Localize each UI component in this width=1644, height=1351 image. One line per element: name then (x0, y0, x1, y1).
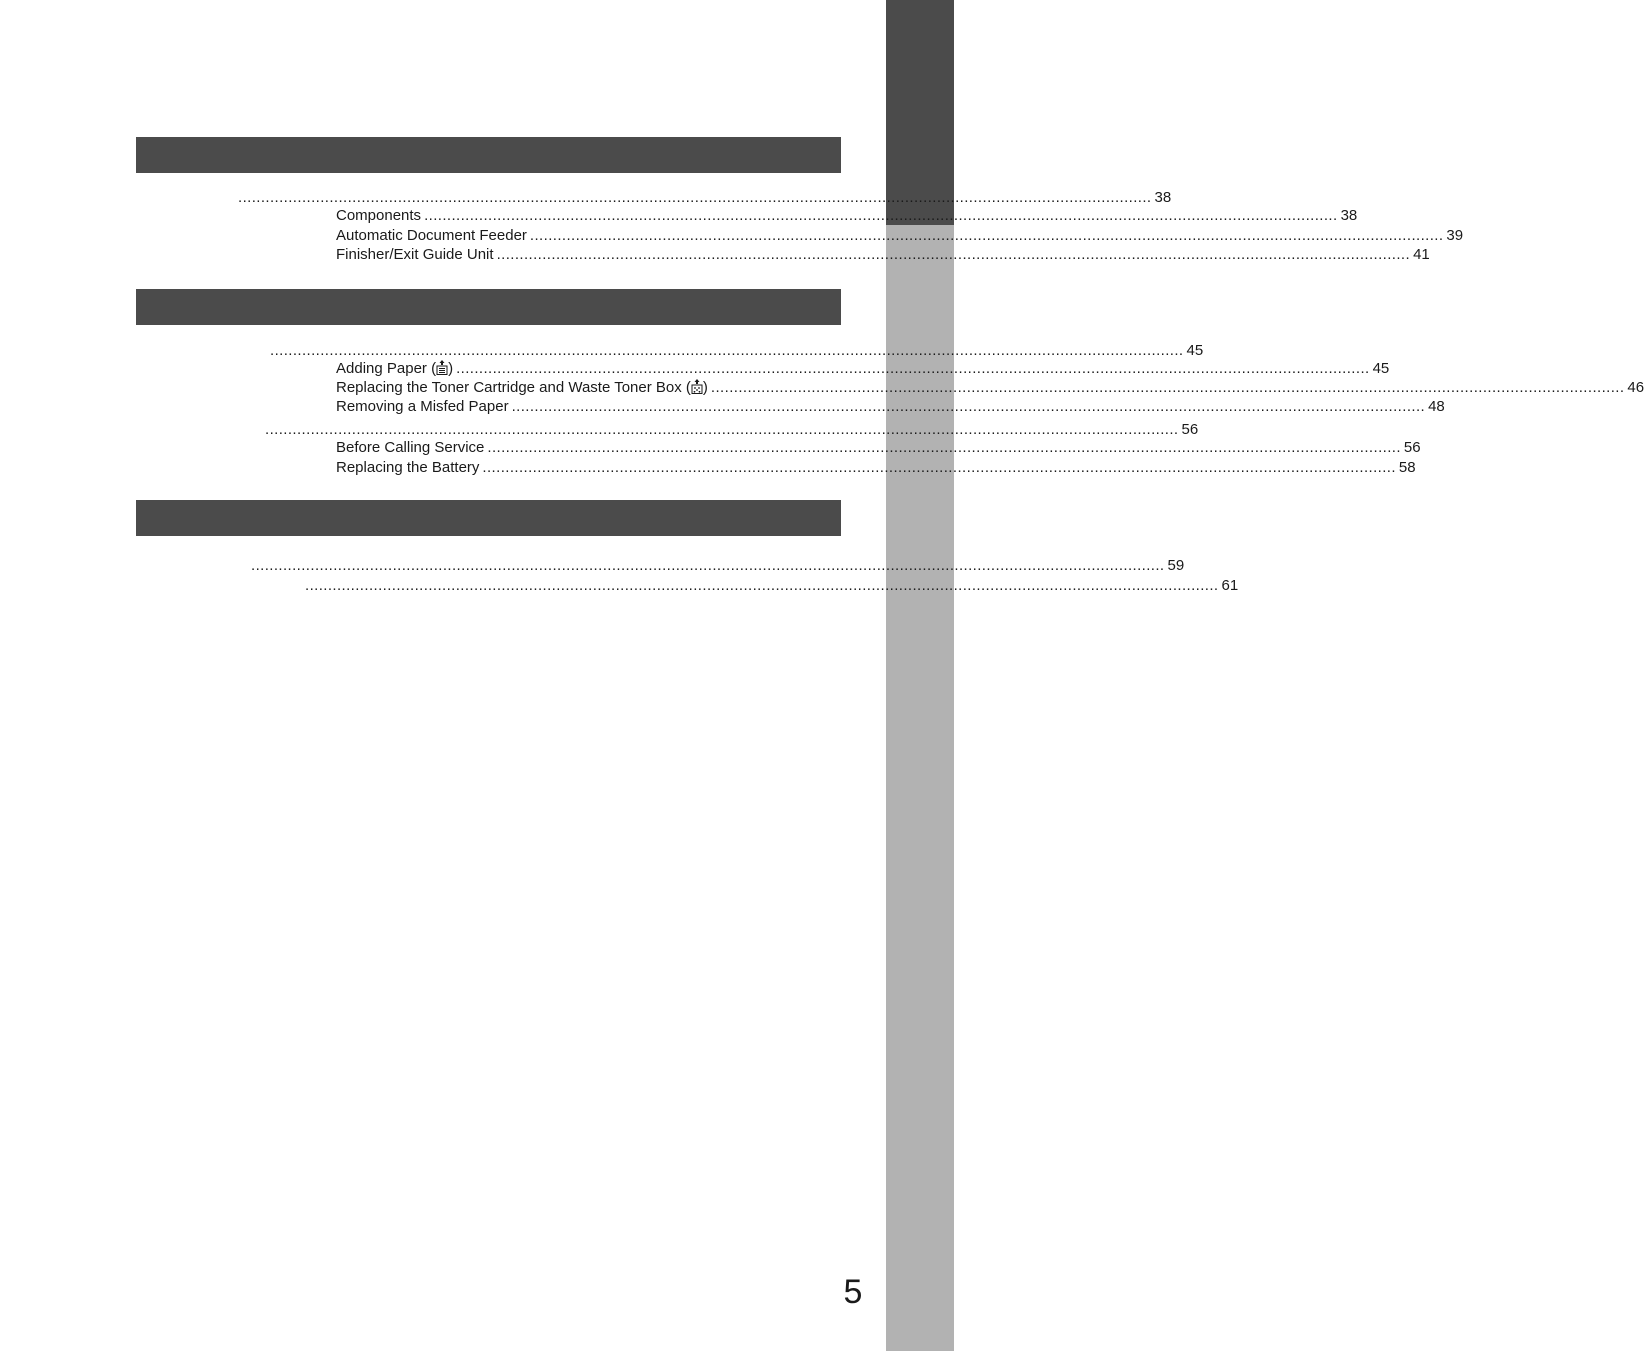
toc-page-number: 39 (1446, 227, 1464, 244)
add-paper-icon (436, 360, 448, 375)
toc-entry-label: Replacing the Battery (336, 459, 480, 476)
toc-page-number: 38 (1340, 207, 1358, 224)
toc-entry-chapter[interactable] (262, 420, 1199, 439)
toc-entry-chapter[interactable] (235, 188, 1172, 207)
toc-leader-dots: ........................................................................................................................................................................................................ (251, 557, 1165, 574)
toc-entry-adding-paper[interactable] (336, 359, 1390, 378)
toc-entry-finisher-exit-guide-unit[interactable] (336, 245, 1430, 264)
toc-entry-label: Automatic Document Feeder (336, 227, 527, 244)
toc-page-number: 41 (1413, 246, 1430, 263)
toc-page-number: 38 (1154, 189, 1172, 206)
toc-leader-dots: ........................................................................................................................................................................................................ (710, 379, 1625, 396)
toc-leader-dots: ........................................................................................................................................................................................................ (529, 227, 1444, 244)
toc-leader-dots: ........................................................................................................................................................................................................ (511, 398, 1426, 415)
toc-entry-before-calling-service[interactable] (336, 438, 1421, 457)
toc-entry-label-text: Replacing the Toner Cartridge and Waste Toner Box ( (336, 379, 691, 396)
toc-entry-label-text: ) (448, 360, 454, 377)
section-header-bar-3 (136, 500, 841, 536)
toner-icon (691, 379, 703, 394)
toc-page-number: 45 (1372, 360, 1390, 377)
toc-leader-dots: ........................................................................................................................................................................................................ (456, 360, 1370, 377)
toc-page-number: 46 (1627, 379, 1644, 396)
toc-entry-label: Before Calling Service (336, 439, 485, 456)
toc-entry-label-text: Adding Paper ( (336, 360, 437, 377)
toc-page-number: 56 (1403, 439, 1421, 456)
toc-entry-components[interactable] (336, 206, 1358, 225)
section-header-bar-2 (136, 289, 841, 325)
toc-page-number: 48 (1428, 398, 1445, 415)
toc-leader-dots: ........................................................................................................................................................................................................ (424, 207, 1338, 224)
toc-entry-label: Components (336, 207, 422, 224)
toc-entry-removing-misfed-paper[interactable] (336, 397, 1445, 416)
toc-leader-dots: ........................................................................................................................................................................................................ (238, 189, 1152, 206)
toc-page-number: 59 (1167, 557, 1185, 574)
toc-page-number: 61 (1221, 577, 1239, 594)
toc-entry-replacing-battery[interactable] (336, 458, 1416, 477)
toc-entry-chapter[interactable] (248, 556, 1185, 575)
toc-entry-label: Removing a Misfed Paper (336, 398, 509, 415)
toc-leader-dots: ........................................................................................................................................................................................................ (305, 577, 1219, 594)
toc-leader-dots: ........................................................................................................................................................................................................ (487, 439, 1401, 456)
toc-page-number: 56 (1181, 421, 1199, 438)
toc-entry-label (336, 378, 711, 397)
toc-entry-automatic-document-feeder[interactable] (336, 226, 1464, 245)
toc-entry-label-text: ) (702, 379, 708, 396)
section-header-bar-1 (136, 137, 841, 173)
page-number: 5 (843, 1273, 863, 1311)
toc-entry-label: Finisher/Exit Guide Unit (336, 246, 494, 263)
toc-entry-label (336, 359, 456, 378)
toc-entry-replacing-toner[interactable] (336, 378, 1644, 397)
toc-page-number: 45 (1186, 342, 1204, 359)
toc-leader-dots: ........................................................................................................................................................................................................ (270, 342, 1184, 359)
toc-entry-chapter[interactable] (302, 576, 1239, 595)
toc-leader-dots: ........................................................................................................................................................................................................ (496, 246, 1411, 263)
toc-leader-dots: ........................................................................................................................................................................................................ (482, 459, 1396, 476)
toc-leader-dots: ........................................................................................................................................................................................................ (265, 421, 1179, 438)
toc-page-number: 58 (1398, 459, 1416, 476)
toc-entry-chapter[interactable] (267, 341, 1204, 360)
